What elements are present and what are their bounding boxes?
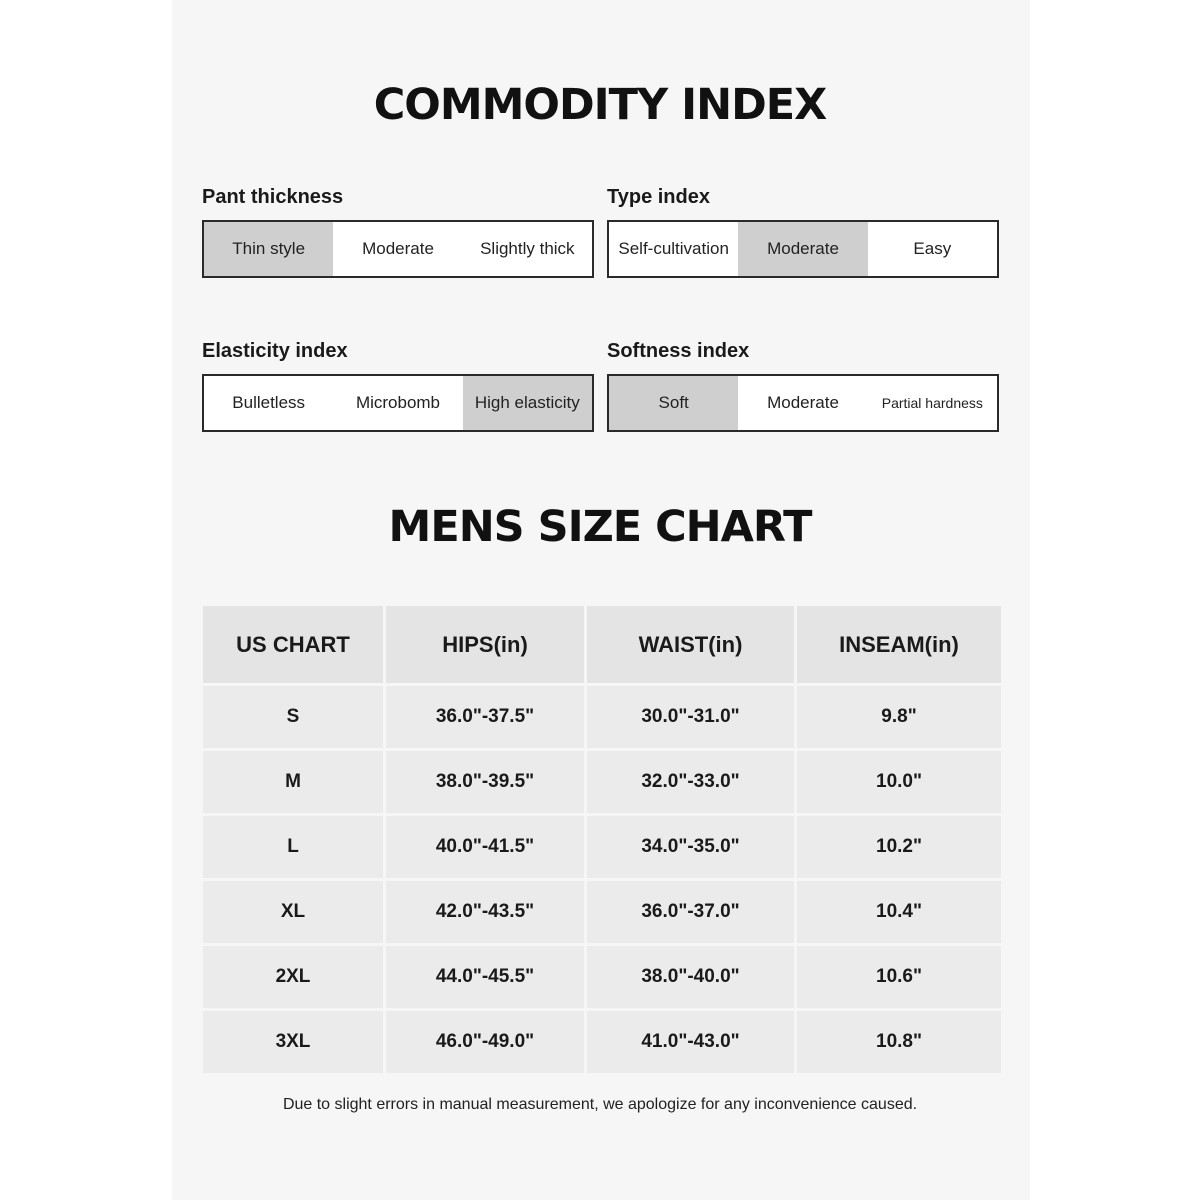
table-row [203, 686, 1001, 751]
cell-inseam: 10.6" [797, 946, 1001, 1011]
cell-size: XL [203, 881, 386, 946]
cell-inseam: 10.0" [797, 751, 1001, 816]
elasticity-index-label: Elasticity index [202, 340, 348, 362]
table-row [203, 881, 1001, 946]
cell-hips: 42.0"-43.5" [386, 881, 587, 946]
pant-thickness-option-slightly-thick: Slightly thick [480, 239, 575, 258]
type-index-option-self-cultivation: Self-cultivation [618, 239, 729, 258]
cell-size: 2XL [203, 946, 386, 1011]
type-index-option-easy: Easy [913, 239, 952, 258]
elasticity-index-group [202, 340, 594, 434]
pant-thickness-option-moderate: Moderate [362, 239, 434, 258]
cell-hips: 40.0"-41.5" [386, 816, 587, 881]
table-row [203, 1011, 1001, 1076]
softness-option-soft: Soft [609, 376, 738, 430]
cell-size: L [203, 816, 386, 881]
type-index-scale [607, 220, 999, 278]
table-row [203, 751, 1001, 816]
cell-inseam: 10.8" [797, 1011, 1001, 1076]
cell-waist: 36.0"-37.0" [587, 881, 797, 946]
mens-size-chart-title: MENS SIZE CHART [388, 502, 812, 552]
table-row [203, 946, 1001, 1011]
pant-thickness-option-thin: Thin style [204, 222, 333, 276]
measurement-disclaimer: Due to slight errors in manual measurement, we apologize for any inconvenience caused. [282, 1096, 918, 1113]
cell-hips: 38.0"-39.5" [386, 751, 587, 816]
size-chart-table [203, 606, 1001, 1076]
softness-option-moderate: Moderate [767, 393, 839, 412]
elasticity-index-scale [202, 374, 594, 432]
header-hips: HIPS(in) [386, 606, 587, 686]
header-inseam: INSEAM(in) [797, 606, 1001, 686]
type-index-option-moderate: Moderate [738, 222, 867, 276]
cell-inseam: 10.4" [797, 881, 1001, 946]
cell-inseam: 10.2" [797, 816, 1001, 881]
softness-option-partial-hardness: Partial hardness [881, 395, 983, 411]
softness-index-scale [607, 374, 999, 432]
pant-thickness-scale [202, 220, 594, 278]
cell-waist: 32.0"-33.0" [587, 751, 797, 816]
table-row [203, 816, 1001, 881]
cell-size: M [203, 751, 386, 816]
cell-waist: 30.0"-31.0" [587, 686, 797, 751]
pant-thickness-label: Pant thickness [202, 186, 344, 208]
header-us-chart: US CHART [203, 606, 386, 686]
table-header-row [203, 606, 1001, 686]
cell-size: 3XL [203, 1011, 386, 1076]
type-index-label: Type index [607, 186, 710, 208]
cell-waist: 34.0"-35.0" [587, 816, 797, 881]
cell-hips: 46.0"-49.0" [386, 1011, 587, 1076]
elasticity-option-bulletless: Bulletless [232, 393, 306, 412]
cell-hips: 44.0"-45.5" [386, 946, 587, 1011]
cell-waist: 38.0"-40.0" [587, 946, 797, 1011]
cell-hips: 36.0"-37.5" [386, 686, 587, 751]
type-index-group [607, 186, 999, 280]
softness-index-group [607, 340, 999, 434]
commodity-index-title: COMMODITY INDEX [373, 80, 827, 130]
elasticity-option-high-elasticity: High elasticity [463, 376, 592, 430]
elasticity-option-microbomb: Microbomb [355, 393, 441, 412]
cell-inseam: 9.8" [797, 686, 1001, 751]
pant-thickness-group [202, 186, 594, 280]
softness-index-label: Softness index [607, 340, 750, 362]
header-waist: WAIST(in) [587, 606, 797, 686]
cell-waist: 41.0"-43.0" [587, 1011, 797, 1076]
cell-size: S [203, 686, 386, 751]
